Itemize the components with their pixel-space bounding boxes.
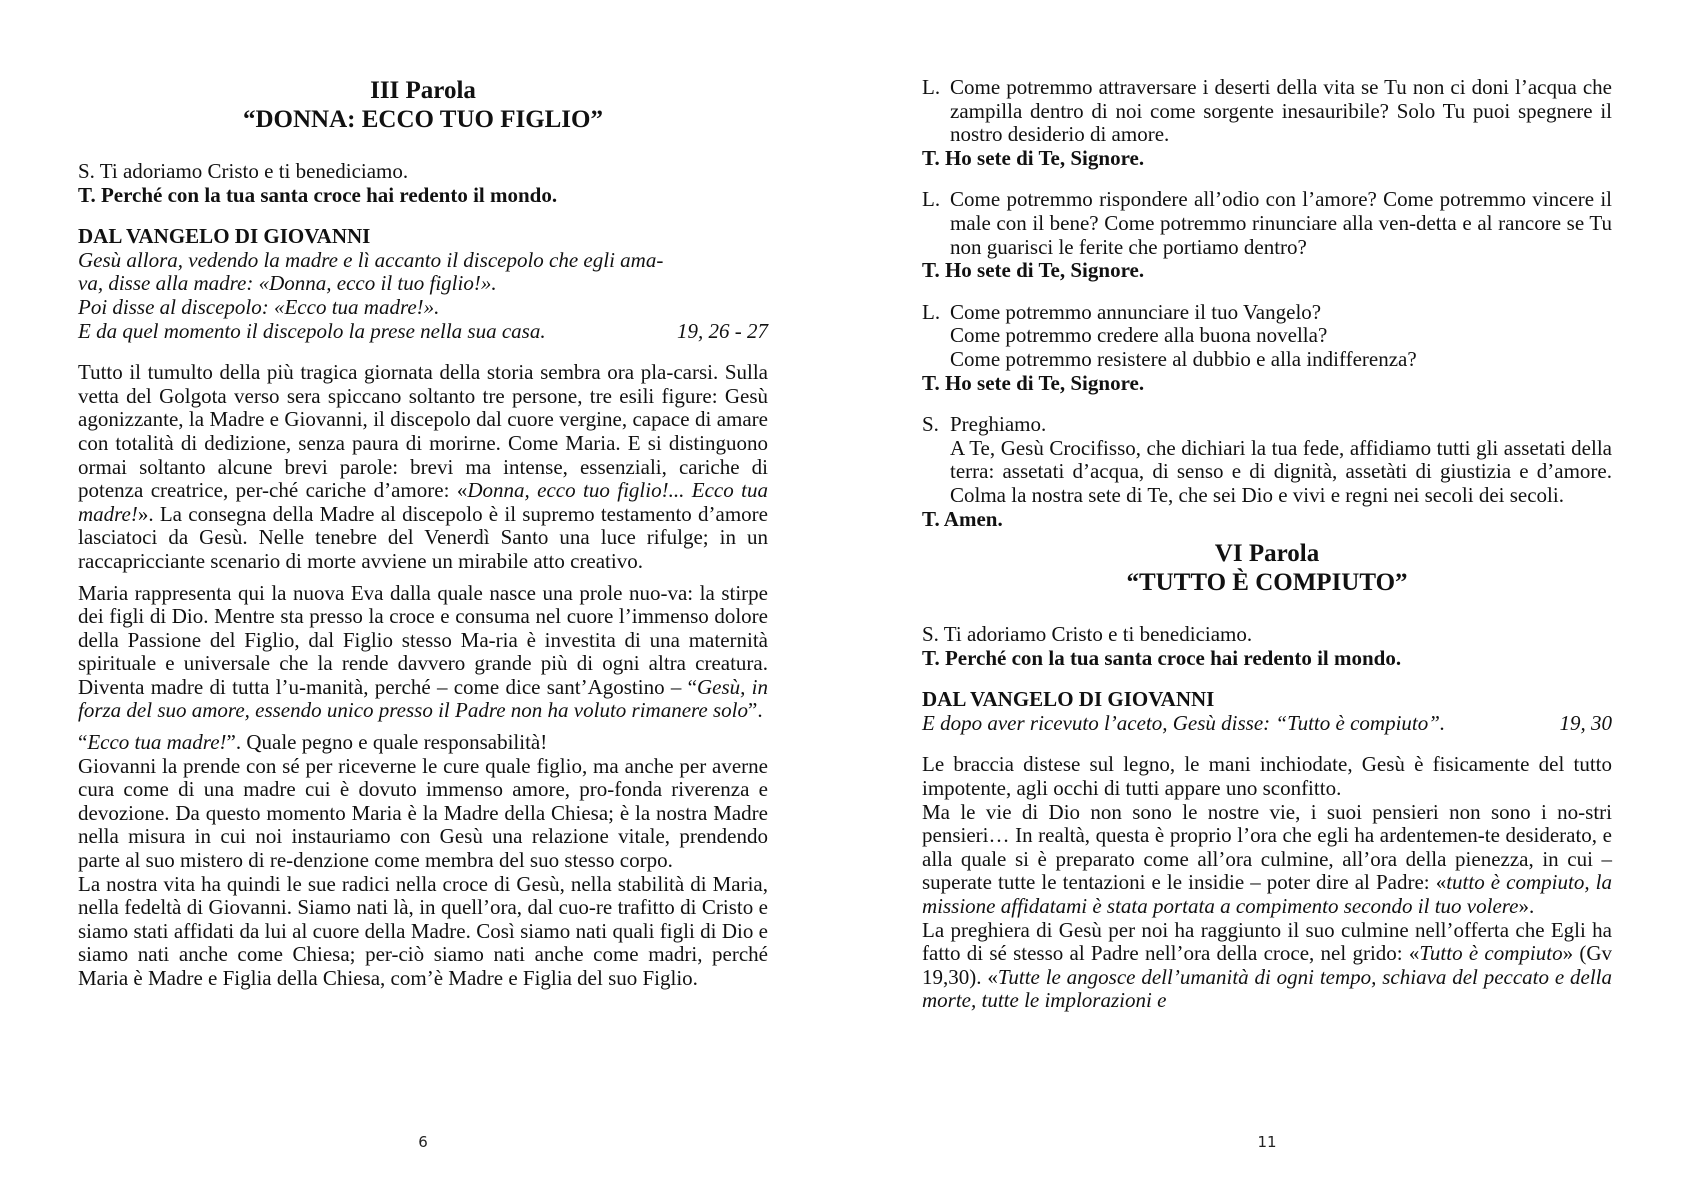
right-paragraph-1: Le braccia distese sul legno, le mani inchiodate, Gesù è fisicamente del tutto impotente, agli occhi di tutti appare uno sconfitto. [922,752,1612,801]
left-gospel-line-1: Gesù allora, vedendo la madre e lì accanto il discepolo che egli ama- [78,247,664,272]
left-page [78,0,768,1191]
right-s-line: S. Ti adoriamo Cristo e ti benediciamo. [922,622,1253,647]
right-page-number: 11 [1257,1133,1277,1151]
right-page [922,0,1612,1191]
right-t-line: T. Perché con la tua santa croce hai redento il mondo. [922,645,1402,670]
left-paragraph-3: Giovanni la prende con sé per riceverne le cure quale figlio, ma anche per averne cura come di una madre cui è dovuto immenso amore, pro-fonda riverenza e devozione. Da questo momento Maria è la Madre della Chiesa; è la nostra Madre nella misura in cui noi instauriamo con Gesù una relazione vitale, prendendo parte al suo mistero di re-denzione come membra del suo stesso corpo. [78,753,768,873]
right-gospel-line [922,712,1612,736]
right-response-3: T. Ho sete di Te, Signore. [922,370,1145,395]
right-column [922,76,1612,1013]
right-litany-3: L. Come potremmo annunciare il tuo Vangelo? Come potremmo credere alla buona novella? Come potremmo resistere al dubbio e alla indifferenza? [922,299,1417,371]
left-paragraph-3-first: “Ecco tua madre!”. Quale pegno e quale responsabilità! [78,730,548,755]
left-page-number: 6 [418,1133,428,1151]
right-title-line2: “TUTTO È COMPIUTO” [1126,569,1408,597]
left-gospel-last-line [78,320,768,344]
right-title-line1: VI Parola [1214,540,1320,568]
left-paragraph-2: Maria rappresenta qui la nuova Eva dalla quale nasce una prole nuo-va: la stirpe dei figli di Dio. Mentre sta presso la croce e consuma nel cuore l’immenso dolore della Passione del Figlio, dal Figlio stesso Ma-ria è investita di una maternità spirituale e universale che la rende davvero grande più di ogni altra creatura. Diventa madre di tutta l’u-manità, perché – come dice sant’Agostino – “Gesù, in forza del suo amore, essendo unico presso il Padre non ha voluto rimanere solo”. [78,580,768,723]
left-column [78,76,768,991]
left-t-line: T. Perché con la tua santa croce hai redento il mondo. [78,182,558,207]
right-response-1: T. Ho sete di Te, Signore. [922,145,1145,170]
left-paragraph-1: Tutto il tumulto della più tragica giornata della storia sembra ora pla-carsi. Sulla vetta del Golgota verso sera spiccano soltanto tre persone, tre esili figure: Gesù agonizzante, la Madre e Giovanni, il discepolo dal cuore vergine, capace di amare con totalità di dedizione, senza paura di morirne. Come Maria. E si distinguono ormai soltanto alcune brevi parole: brevi ma intense, essenziali, cariche di potenza creatrice, per-ché cariche d’amore: «Donna, ecco tuo figlio!... Ecco tua madre!». La consegna della Madre al discepolo è il supremo testamento d’amore lasciatoci da Gesù. Nelle tenebre del Venerdì Santo una luce rifulge; in un raccapricciante scenario di morte avviene un mirabile atto creativo. [78,360,768,573]
left-gospel-heading: DAL VANGELO DI GIOVANNI [78,224,371,249]
left-gospel-line-2: va, disse alla madre: «Donna, ecco il tuo figlio!». [78,271,497,296]
left-s-line: S. Ti adoriamo Cristo e ti benediciamo. [78,159,409,183]
right-section-title [922,539,1612,597]
right-response-2: T. Ho sete di Te, Signore. [922,258,1145,283]
left-gospel-last: E da quel momento il discepolo la prese nella sua casa. [78,318,546,343]
right-gospel-text: E dopo aver ricevuto l’aceto, Gesù disse: “Tutto è compiuto”. [922,710,1446,735]
left-gospel-line-3: Poi disse al discepolo: «Ecco tua madre!». [78,294,440,319]
left-title-line1: III Parola [370,77,476,104]
right-paragraph-2: Ma le vie di Dio non sono le nostre vie, i suoi pensieri non sono i no-stri pensieri… In realtà, questa è proprio l’ora che egli ha ardentemen-te desiderato, e alla quale si è preparato come all’ora culmine, all’ora della pienezza, in cui – superate tutte le tentazioni e le insidie – poter dire al Padre: «tutto è compiuto, la missione affidatami è stata portata a compimento secondo il tuo volere». [922,799,1612,919]
left-paragraph-4: La nostra vita ha quindi le sue radici nella croce di Gesù, nella stabilità di Maria, nella fedeltà di Giovanni. Siamo nati là, in quell’ora, dal cuo-re trafitto di Cristo e siamo stati affidati da lui al cuore della Madre. Così siamo nati quali figli di Dio e siamo nati anche come Chiesa; per-ciò siamo nati anche come madri, perché Maria è Madre e Figlia della Chiesa, com’è Madre e Figlia del suo Figlio. [78,871,768,990]
left-gospel-ref: 19, 26 - 27 [677,318,768,343]
right-prayer: S. Preghiamo. A Te, Gesù Crocifisso, che dichiari la tua fede, affidiamo tutti gli assetati della terra: assetati d’acqua, di senso e di dignità, assetàti di giustizia e d’amore. Colma la nostra sete di Te, che sei Dio e vivi e regni nei secoli dei secoli. [922,412,1612,507]
right-amen: T. Amen. [922,506,1003,531]
right-gospel-heading: DAL VANGELO DI GIOVANNI [922,687,1215,712]
right-paragraph-3: La preghiera di Gesù per noi ha raggiunto il suo culmine nell’offerta che Egli ha fatto di sé stesso al Padre nell’ora della croce, nel grido: «Tutto è compiuto» (Gv 19,30). «Tutte le angosce dell’umanità di ogni tempo, schiava del peccato e della morte, tutte le implorazioni e [922,917,1613,1013]
right-gospel-ref: 19, 30 [1559,710,1612,735]
left-section-title [78,76,768,134]
right-litany-2: L. Come potremmo rispondere all’odio con l’amore? Come potremmo vincere il male con il bene? Come potremmo rinunciare alla ven-detta e al rancore se Tu non guarisci le ferite che portiamo dentro? [922,187,1612,259]
right-litany-1: L. Come potremmo attraversare i deserti della vita se Tu non ci doni l’acqua che zampilla dentro di noi come sorgente inesauribile? Solo Tu puoi spegnere il nostro desiderio di amore. [922,75,1612,147]
left-title-line2: “DONNA: ECCO TUO FIGLIO” [243,106,603,133]
